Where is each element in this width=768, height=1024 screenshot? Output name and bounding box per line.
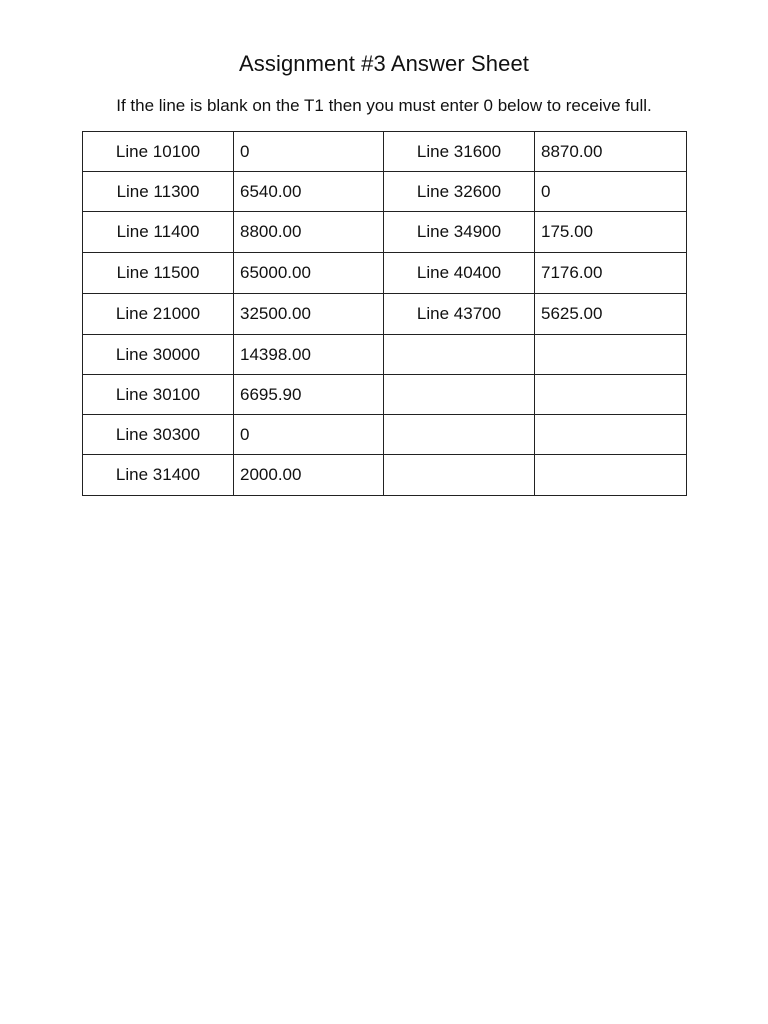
empty-cell: [535, 415, 687, 455]
answer-table: [82, 131, 687, 496]
table-row: [83, 415, 687, 455]
line-label: Line 40400: [384, 253, 535, 294]
line-label: Line 32600: [384, 172, 535, 212]
instructions-text: If the line is blank on the T1 then you must enter 0 below to receive full.: [116, 96, 652, 115]
line-label: Line 43700: [384, 294, 535, 335]
table-row: [83, 132, 687, 172]
empty-cell: [535, 455, 687, 496]
line-label: Line 30000: [83, 335, 234, 375]
line-label: Line 10100: [83, 132, 234, 172]
table-row: [83, 172, 687, 212]
table-row: [83, 294, 687, 335]
line-label: Line 34900: [384, 212, 535, 253]
line-value: 7176.00: [535, 253, 687, 294]
line-label: Line 21000: [83, 294, 234, 335]
line-label: Line 31600: [384, 132, 535, 172]
empty-cell: [384, 415, 535, 455]
table-row: [83, 335, 687, 375]
line-value: 5625.00: [535, 294, 687, 335]
line-value: 32500.00: [234, 294, 384, 335]
line-value: 14398.00: [234, 335, 384, 375]
empty-cell: [384, 455, 535, 496]
page-title: Assignment #3 Answer Sheet: [239, 51, 529, 76]
empty-cell: [384, 375, 535, 415]
line-label: Line 11500: [83, 253, 234, 294]
line-value: 0: [234, 415, 384, 455]
empty-cell: [535, 335, 687, 375]
line-label: Line 30100: [83, 375, 234, 415]
line-label: Line 11400: [83, 212, 234, 253]
line-label: Line 31400: [83, 455, 234, 496]
table-row: [83, 212, 687, 253]
line-value: 0: [535, 172, 687, 212]
line-value: 0: [234, 132, 384, 172]
line-label: Line 30300: [83, 415, 234, 455]
line-value: 8800.00: [234, 212, 384, 253]
line-value: 65000.00: [234, 253, 384, 294]
line-value: 2000.00: [234, 455, 384, 496]
line-value: 6540.00: [234, 172, 384, 212]
line-label: Line 11300: [83, 172, 234, 212]
line-value: 175.00: [535, 212, 687, 253]
empty-cell: [384, 335, 535, 375]
line-value: 8870.00: [535, 132, 687, 172]
empty-cell: [535, 375, 687, 415]
table-row: [83, 253, 687, 294]
table-row: [83, 455, 687, 496]
table-row: [83, 375, 687, 415]
line-value: 6695.90: [234, 375, 384, 415]
